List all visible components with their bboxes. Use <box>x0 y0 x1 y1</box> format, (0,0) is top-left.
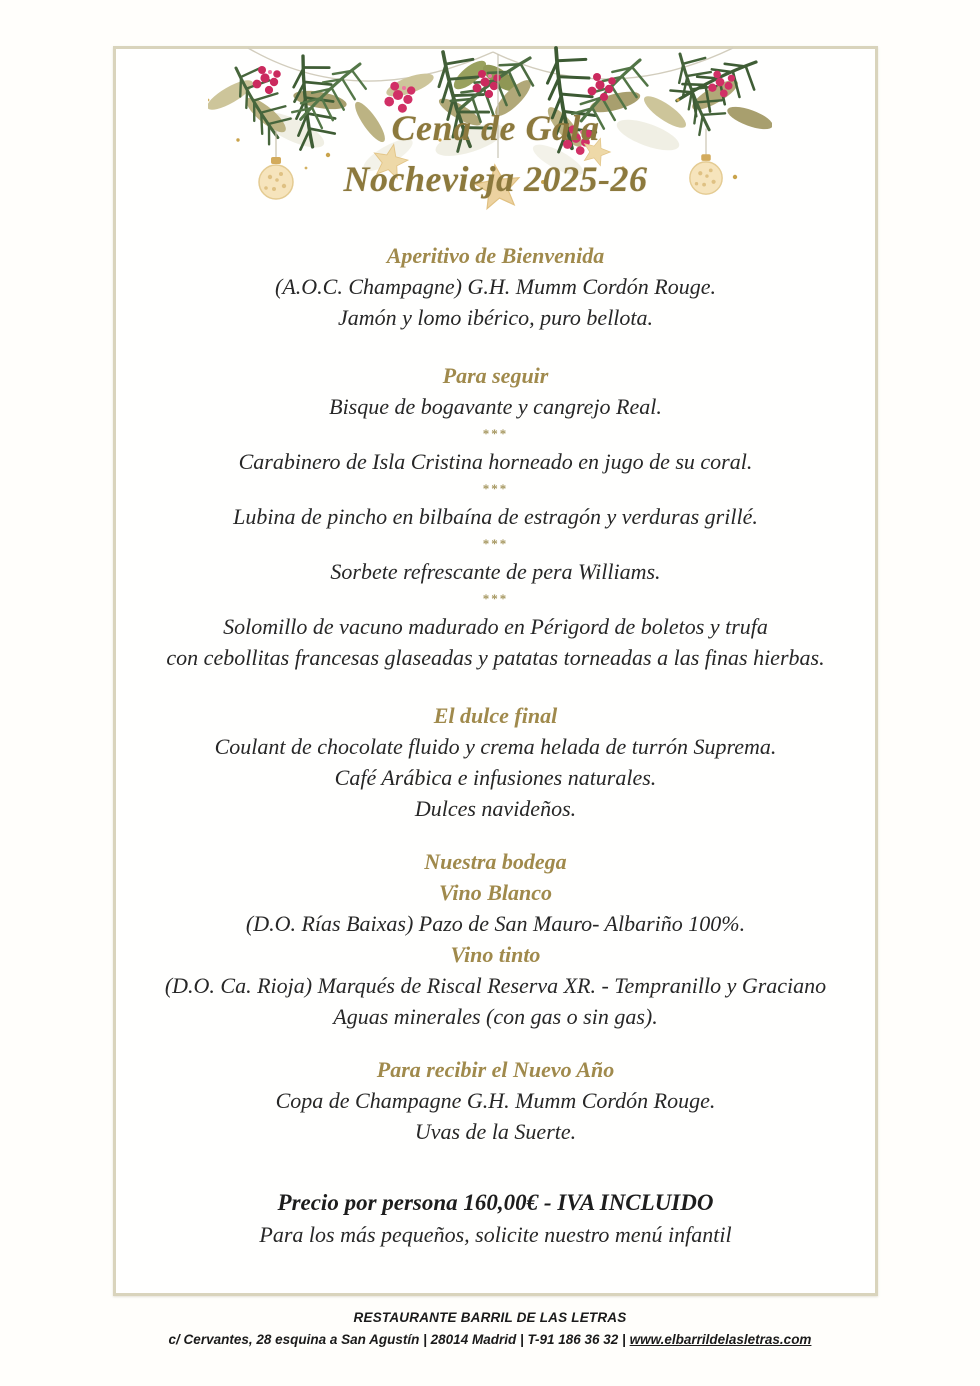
children-menu-note: Para los más pequeños, solicite nuestro menú infantil <box>259 1222 732 1247</box>
menu-body <box>116 240 875 1251</box>
section-heading-bodega: Nuestra bodega <box>424 849 567 874</box>
course-separator: *** <box>482 426 509 441</box>
dish-line: Coulant de chocolate fluido y crema helada de turrón Suprema. <box>214 734 777 759</box>
dish-line: Uvas de la Suerte. <box>414 1119 577 1144</box>
price-per-person: Precio por persona 160,00€ - IVA INCLUIDO <box>277 1190 714 1215</box>
section-heading-para-seguir: Para seguir <box>442 363 549 388</box>
wine-line: (D.O. Rías Baixas) Pazo de San Mauro- Albariño 100%. <box>245 911 746 936</box>
dish-line: Café Arábica e infusiones naturales. <box>334 765 657 790</box>
subheading-vino-blanco: Vino Blanco <box>438 880 553 905</box>
address-text: c/ Cervantes, 28 esquina a San Agustín | 28014 Madrid | T-91 186 36 32 | <box>168 1332 626 1347</box>
subheading-vino-tinto: Vino tinto <box>450 942 541 967</box>
restaurant-address <box>0 1329 980 1351</box>
menu-title <box>113 103 878 205</box>
restaurant-footer <box>0 1307 980 1351</box>
section-heading-aperitivo: Aperitivo de Bienvenida <box>386 243 605 268</box>
water-line: Aguas minerales (con gas o sin gas). <box>333 1004 658 1029</box>
restaurant-name: RESTAURANTE BARRIL DE LAS LETRAS <box>353 1310 627 1325</box>
course-separator: *** <box>482 481 509 496</box>
title-line-2: Nochevieja 2025-26 <box>343 159 648 199</box>
dish-line: con cebollitas francesas glaseadas y patatas torneadas a las finas hierbas. <box>166 645 825 670</box>
section-heading-nuevo-ano: Para recibir el Nuevo Año <box>376 1057 615 1082</box>
dish-line: Carabinero de Isla Cristina horneado en jugo de su coral. <box>238 449 753 474</box>
website-link[interactable]: www.elbarrildelasletras.com <box>629 1332 812 1347</box>
section-heading-dulce: El dulce final <box>433 703 558 728</box>
dish-line: Jamón y lomo ibérico, puro bellota. <box>337 305 654 330</box>
dish-line: Bisque de bogavante y cangrejo Real. <box>329 394 662 419</box>
dish-line: Sorbete refrescante de pera Williams. <box>330 559 661 584</box>
course-separator: *** <box>482 591 509 606</box>
title-line-1: Cena de Gala <box>391 108 600 148</box>
dish-line: Lubina de pincho en bilbaína de estragón y verduras grillé. <box>233 504 758 529</box>
course-separator: *** <box>482 536 509 551</box>
dish-line: (A.O.C. Champagne) G.H. Mumm Cordón Rouge. <box>275 274 716 299</box>
dish-line: Solomillo de vacuno madurado en Périgord de boletos y trufa <box>223 614 768 639</box>
wine-line: (D.O. Ca. Rioja) Marqués de Riscal Reserva XR. - Tempranillo y Graciano <box>164 973 827 998</box>
dish-line: Dulces navideños. <box>414 796 577 821</box>
dish-line: Copa de Champagne G.H. Mumm Cordón Rouge. <box>275 1088 716 1113</box>
